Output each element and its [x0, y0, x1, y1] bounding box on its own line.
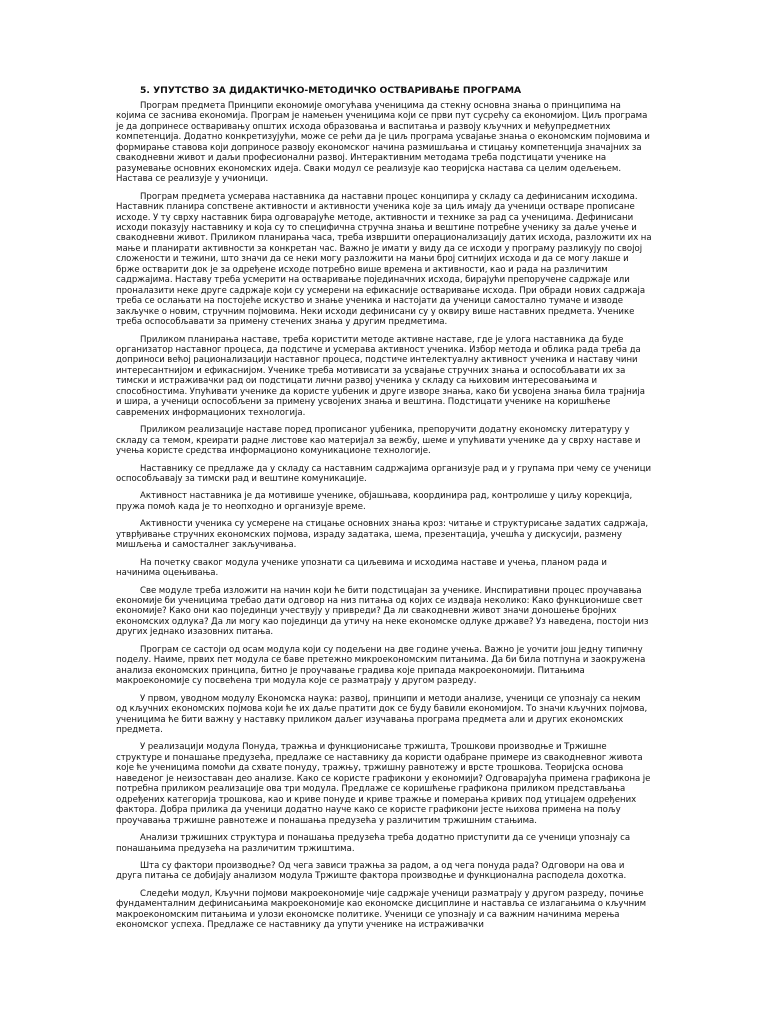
paragraph-market-structures: Анализи тржишних структура и понашања предузећа треба додатно приступити да се ученици упознају са понашањима предузећа на различитим тржиштима. — [116, 833, 631, 854]
paragraph-production-factors: Шта су фактори производње? Од чега зависи тражња за радом, а од чега понуда рада? Одговори на ова и друга питања се добијају анализом модула Тржиште фактора производње и функционална расподела дохотка. — [116, 861, 627, 882]
paragraph-program-goal: Програм предмета Принципи економије омогућава ученицима да стекну основна знања о принципима на којима се заснива економија. Програм је намењен ученицима који се први пут сусрећу са економијом. Циљ програма је да допринесе остваривању општих исхода образовања и васпитања и развоју кључних и међупредметних компетенција. Додатно конкретизујући, може се рећи да је циљ програма усвајање знања о економским појмовима и формирање ставова који доприносе развоју економског начина размишљања и стицању компетенција значајних за свакодневни живот и даљи професионални развој. Интерактивним методама треба подстицати ученике на разумевање основних економских идеја. Сваки модул се реализује као теоријска настава са целим одељењем. Настава се реализује у учионици. — [116, 101, 650, 185]
paragraph-literature: Приликом реализације наставе поред прописаног уџбеника, препоручити додатну економску литературу у складу са темом, креирати радне листове као материјал за вежбу, шеме и упућивати ученике да у сврху наставе и учења користе средства информационо комуникационе технологије. — [116, 425, 641, 457]
paragraph-module-start: На почетку сваког модула ученике упознати са циљевима и исходима наставе и учења, планом рада и начинима оцењивања. — [116, 557, 607, 579]
paragraph-teaching-methods: Приликом планирања наставе, треба користити методе активне наставе, где је улога наставника да буде организатор наставног процеса, да подстиче и усмерава активност ученика. Избор метода и облика рада треба да доприноси већој рационализацији наставног процеса, подстиче интелектуалну активност ученика и наставу чини интересантнијом и ефикаснијом. Ученике треба мотивисати за усвајање стручних знања и оспособљавати их за тимски и истраживачки рад ои подстицати лични развој ученика у складу са њиховим интересовањима и способностима. Упућивати ученике да користе уџбеник и друге изворе знања, како би усвојена знања била трајнија и шира, а ученици оспособљени за примену усвојених знања и вештина. Подстицати ученике на коришћење савремених информационих технологија. — [116, 334, 646, 418]
paragraph-module-structure: Програм се састоји од осам модула који су подељени на две године учења. Важно је уочити још једну типичну поделу. Наиме, првих пет модула се баве претежно микроекономским питањима. Да би била потпуна и заокружена анализа економских принципа, битно је проучавање градива које припада макроекономији. Питањима макроекономије су посвећена три модула које се разматрају у другом разреду. — [116, 644, 646, 687]
paragraph-outcomes: Програм предмета усмерава наставника да наставни процес конципира у складу са дефинисаним исходима. Наставник планира сопствене активности и активности ученика које за циљ имају да ученици остваре прописане исходе. У ту сврху наставник бира одговарајуће методе, активности и технике за рад са ученицима. Дефиниcани исходи показују наставнику и која су то специфична стручна знања и вештине потребне ученику за даље учење и свакодневни живот. Приликом планирања часа, треба извршити операционализацију датих исхода, разложити их на мање и планирати активности за конкретан час. Важно је имати у виду да се исходи у програму разликују по својој сложености и тежини, што значи да се неки могу разложити на мањи број ситнијих исхода и да се могу лакше и брже остварити док је за одређене исходе потребно више времена и активности, као и рада на различитим садржајима. Наставу треба усмерити на остваривање појединачних исхода, бирајући препоручене садржаје или проналазити неке друге садржаје који су усмерени на ефикасније остваривање исхода. При обради нових садржаја треба се ослањати на постојеће искуство и знање ученика и настојати да ученици самостално тумаче и изводе закључке о новим, стручним појмовима. Неки исходи дефинисани су у оквиру више наставних предмета. Ученике треба оспособљавати за примену стечених знања у другим предметима. — [116, 191, 652, 328]
paragraph-market-modules: У реализацији модула Понуда, тражња и функционисање тржишта, Трошкови производње и Тржишне структуре и понашање предузећа, предлаже се наставнику да користи одабране примере из свакодневног живота које ће ученицима помоћи да схвате понуду, тражњу, тржишну равнотежу и врсте трошкова. Теоријска основа наведеног је неизоставан део анализе. Како се користе графикони у економији? Одговарајућа примена графикона је потребна приликом реализације ова три модула. Предлаже се коришћење графикона приликом представљања одређених категорија трошкова, као и криве понуде и криве тражње и померања кривих под утицајем одређених фактора. Добра прилика да ученици додатно науче како се користе графикони јесте њихова примена на пољу проучавања тржишне равнотеже и понашања предузећа у различитим тржишним стањима. — [116, 742, 651, 826]
paragraph-first-module: У првом, уводном модулу Економска наука: развој, принципи и методи анализе, ученици се упознају са неким од кључних економских појмова који ће их даље пратити док се буду бавили економијом. То значи кључних појмова, ученицима ће бити важну у наставку приликом даљег изучавања програма предмета али и других економских предмета. — [116, 693, 648, 736]
paragraph-inspiration: Све модуле треба изложити на начин који ће бити подстицајан за ученике. Инспиративни процес проучавања економије би ученицима требао дати одговор на низ питања од којих се издваја неколико: Како функционише свет економије? Како они као појединци учествују у привреди? Да ли свакодневни живот значи доношење бројних економских одлука? Да ли могу као појединци да утичу на неке економске одлуке државе? Уз наведена, постоји низ других једнако изазовних питања. — [116, 585, 649, 638]
section-heading: 5. УПУТСТВО ЗА ДИДАКТИЧКО-МЕТОДИЧКО ОСТВАРИВАЊЕ ПРОГРАМА — [140, 85, 522, 96]
paragraph-group-work: Наставнику се предлаже да у складу са наставним садржајима организује рад и у групама при чему се ученици оспособљавају за тимски рад и вештине комуникације. — [116, 463, 652, 484]
paragraph-student-activity: Активности ученика су усмерене на стицање основних знања кроз: читање и структурисање задатих садржаја, утврђивање стручних економских појмова, израду задатака, шема, презентација, учешћа у дискусији, размену мишљења и самосталнег закључивања. — [116, 519, 649, 551]
paragraph-macroeconomics: Следећи модул, Кључни појмови макроекономије чије садржаје ученици разматрају у другом разреду, почиње фундаменталним дефинисањима макроекономије као економске дисциплине и наставља се излагањима о кључним макроекономским питањима и улози економске политике. Ученици се упознају и са важним начинима мерења економског успеха. Предлаже се наставнику да упути ученике на истраживачки — [116, 888, 647, 931]
paragraph-teacher-activity: Активност наставника је да мотивише ученике, објашњава, координира рад, контролише у циљу корекција, пружа помоћ када је то неопходно и организује време. — [116, 491, 633, 512]
document-page — [116, 84, 652, 938]
